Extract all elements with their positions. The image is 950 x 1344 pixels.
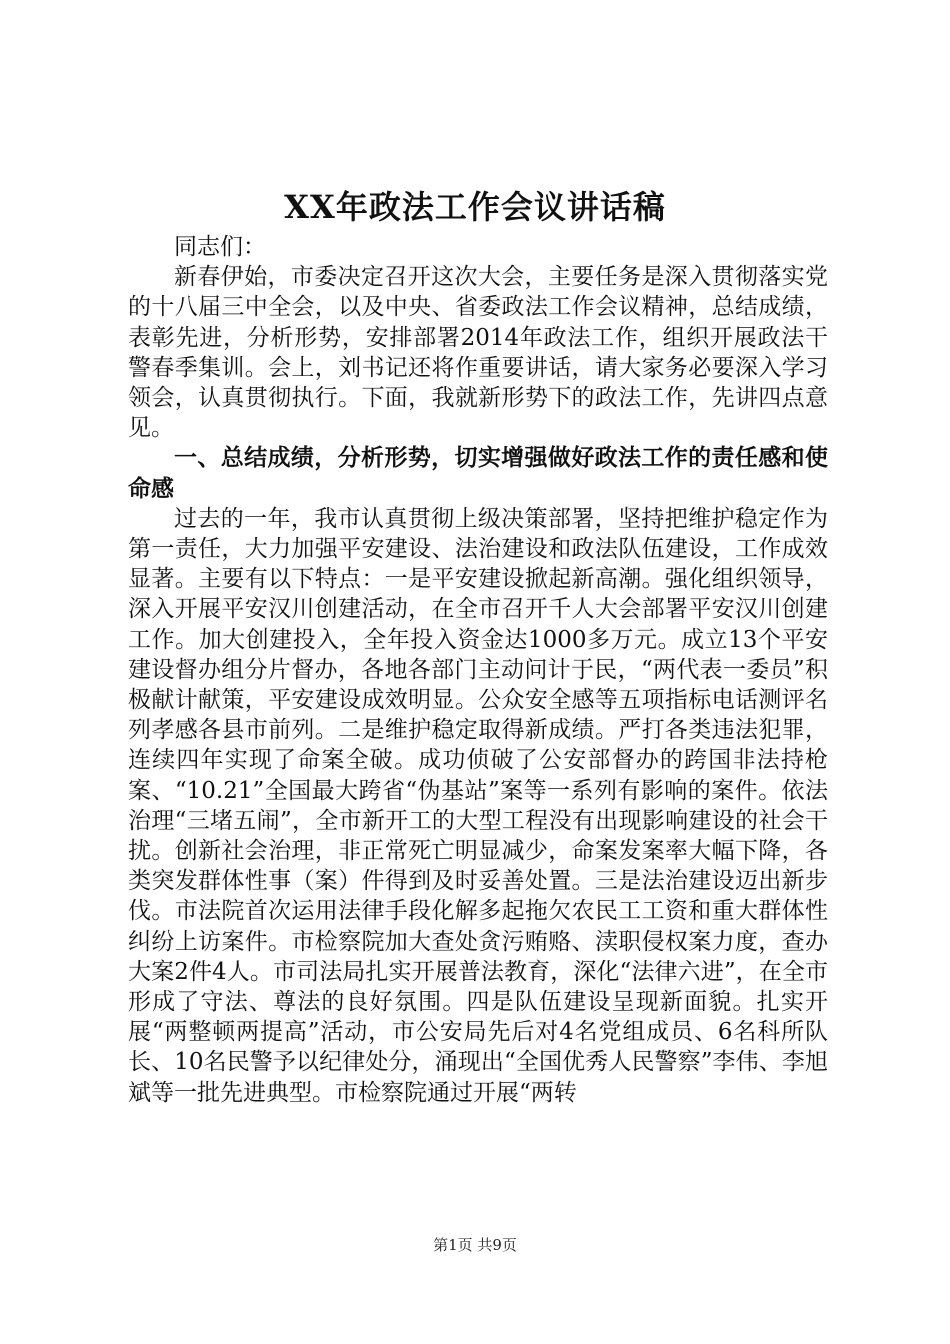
body-paragraph: 过去的一年，我市认真贯彻上级决策部署，坚持把维护稳定作为第一责任，大力加强平安建设、法治建设和政法队伍建设，工作成效显著。主要有以下特点：一是平安建设掀起新高潮。强化组织领导，深入开展平安汉川创建活动，在全市召开千人大会部署平安汉川创建工作。加大创建投入，全年投入资金达1000多万元。成立13个平安建设督办组分片督办，各地各部门主动问计于民，“两代表一委员”积极献计献策，平安建设成效明显。公众安全感等五项指标电话测评名列孝感各县市前列。二是维护稳定取得新成绩。严打各类违法犯罪，连续四年实现了命案全破。成功侦破了公安部督办的跨国非法持枪案、“10.21”全国最大跨省“伪基站”案等一系列有影响的案件。依法治理“三堵五闹”，全市新开工的大型工程没有出现影响建设的社会干扰。创新社会治理，非正常死亡明显减少，命案发案率大幅下降，各类突发群体性事（案）件得到及时妥善处置。三是法治建设迈出新步伐。市法院首次运用法律手段化解多起拖欠农民工工资和重大群体性纠纷上访案件。市检察院加大查处贪污贿赂、渎职侵权案力度，查办大案2件4人。市司法局扎实开展普法教育，深化“法律六进”，在全市形成了守法、尊法的良好氛围。四是队伍建设呈现新面貌。扎实开展“两整顿两提高”活动，市公安局先后对4名党组成员、6名科所队长、10名民警予以纪律处分，涌现出“全国优秀人民警察”李伟、李旭斌等一批先进典型。市检察院通过开展“两转 — [128, 505, 828, 1106]
page-footer: 第1页 共9页 — [433, 1236, 517, 1254]
document-title: XX年政法工作会议讲话稿 — [284, 188, 666, 226]
intro-paragraph: 新春伊始，市委决定召开这次大会，主要任务是深入贯彻落实党的十八届三中全会，以及中央、省委政法工作会议精神，总结成绩，表彰先进，分析形势，安排部署2014年政法工作，组织开展政法干警春季集训。会上，刘书记还将作重要讲话，请大家务必要深入学习领会，认真贯彻执行。下面，我就新形势下的政法工作，先讲四点意见。 — [128, 264, 828, 442]
salutation-paragraph: 同志们： — [174, 234, 266, 260]
section-heading: 一、总结成绩，分析形势，切实增强做好政法工作的责任感和使命感 — [128, 445, 828, 502]
document-body — [128, 232, 828, 1108]
